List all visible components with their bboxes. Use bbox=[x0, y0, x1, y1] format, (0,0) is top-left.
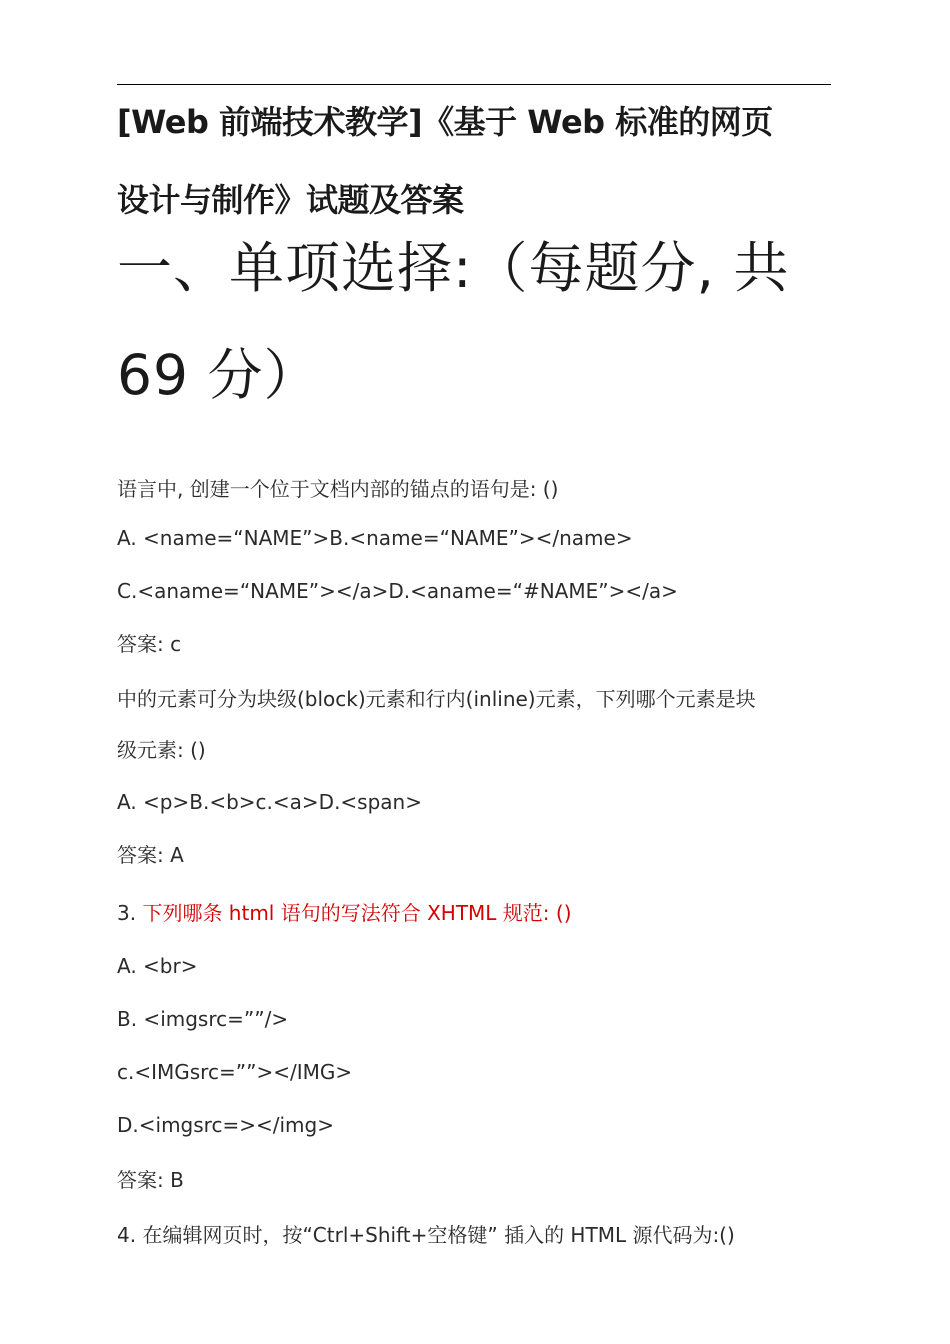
question-2-stem-line-1: 中的元素可分为块级(block)元素和行内(inline)元素，下列哪个元素是块 bbox=[117, 687, 756, 711]
question-1-options-line-2: C.<aname=“NAME”></a>D.<aname=“#NAME”></a> bbox=[117, 579, 678, 603]
question-1-options-line-1: A. <name=“NAME”>B.<name=“NAME”></name> bbox=[117, 526, 633, 550]
question-2-options: A. <p>B.<b>c.<a>D.<span> bbox=[117, 790, 422, 814]
question-1-answer: 答案: c bbox=[117, 632, 182, 656]
question-3-option-a: A. <br> bbox=[117, 954, 198, 978]
section-heading bbox=[117, 215, 831, 429]
question-3-stem-text: 下列哪条 html 语句的写法符合 XHTML 规范: () bbox=[142, 901, 572, 925]
question-3-option-b: B. <imgsrc=””/> bbox=[117, 1007, 289, 1031]
section-heading-line-1: 一、单项选择:（每题分, 共 bbox=[117, 236, 790, 300]
question-3-option-c: c.<IMGsrc=””></IMG> bbox=[117, 1060, 353, 1084]
question-3-stem bbox=[117, 900, 831, 926]
document-title-line-2: 设计与制作》试题及答案 bbox=[117, 181, 464, 219]
question-2-stem-line-2: 级元素: () bbox=[117, 738, 206, 762]
question-3-answer: 答案: B bbox=[117, 1168, 184, 1192]
section-heading-line-2: 69 分） bbox=[117, 343, 320, 407]
question-3-option-d: D.<imgsrc=></img> bbox=[117, 1113, 334, 1137]
question-1-stem: 语言中, 创建一个位于文档内部的锚点的语句是: () bbox=[117, 477, 559, 501]
question-3-number: 3. bbox=[117, 901, 143, 925]
document-title-line-1: [Web 前端技术教学]《基于 Web 标准的网页 bbox=[117, 103, 773, 141]
question-2-answer: 答案: A bbox=[117, 843, 184, 867]
question-4-stem: 4. 在编辑网页时，按“Ctrl+Shift+空格键” 插入的 HTML 源代码为:() bbox=[117, 1223, 735, 1247]
